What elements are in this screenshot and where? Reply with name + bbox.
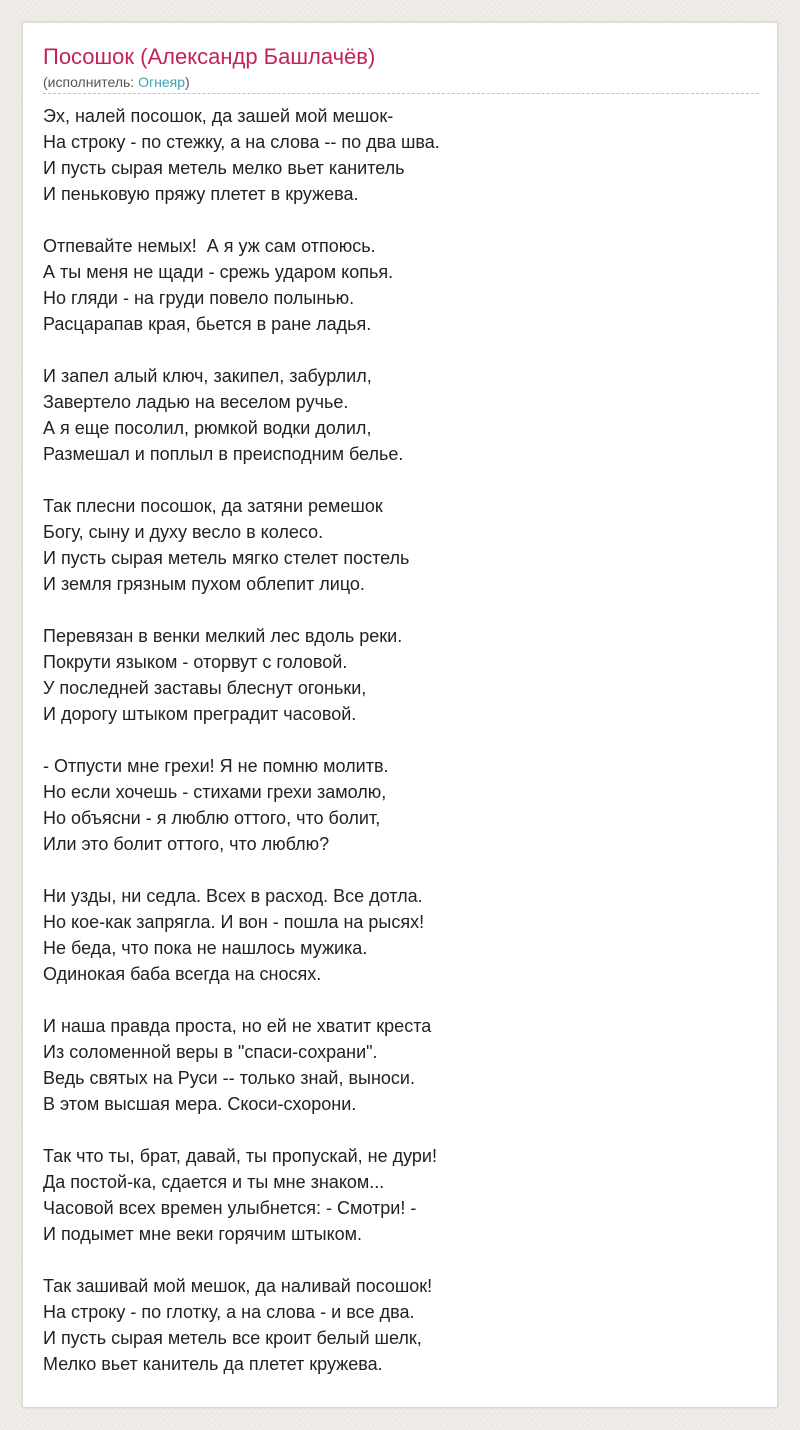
lyric-line: - Отпусти мне грехи! Я не помню молитв. xyxy=(43,756,389,776)
stanza xyxy=(43,1273,759,1377)
lyric-line: Так что ты, брат, давай, ты пропускай, не дури! xyxy=(43,1146,437,1166)
stanza xyxy=(43,493,759,597)
lyric-line: Из соломенной веры в "спаси-сохрани". xyxy=(43,1042,378,1062)
lyric-line: И пусть сырая метель мягко стелет постель xyxy=(43,548,410,568)
lyric-line: Ведь святых на Руси -- только знай, выноси. xyxy=(43,1068,415,1088)
lyric-line: Часовой всех времен улыбнется: - Смотри! - xyxy=(43,1198,417,1218)
lyric-line: И запел алый ключ, закипел, забурлил, xyxy=(43,366,372,386)
stanza xyxy=(43,883,759,987)
stanza xyxy=(43,363,759,467)
lyrics-body xyxy=(43,103,759,1403)
lyric-line: И пеньковую пряжу плетет в кружева. xyxy=(43,184,359,204)
lyric-line: Мелко вьет канитель да плетет кружева. xyxy=(43,1354,383,1374)
stanza xyxy=(43,753,759,857)
lyric-line: И дорогу штыком преградит часовой. xyxy=(43,704,357,724)
lyrics-card xyxy=(22,22,778,1408)
lyric-line: На строку - по глотку, а на слова - и все два. xyxy=(43,1302,415,1322)
lyric-line: Отпевайте немых! А я уж сам отпоюсь. xyxy=(43,236,376,256)
lyric-line: Богу, сыну и духу весло в колесо. xyxy=(43,522,324,542)
lyric-line: Но если хочешь - стихами грехи замолю, xyxy=(43,782,387,802)
lyric-line: В этом высшая мера. Скоси-схорони. xyxy=(43,1094,357,1114)
lyric-line: Эх, налей посошок, да зашей мой мешок- xyxy=(43,106,394,126)
lyric-line: Или это болит оттого, что люблю? xyxy=(43,834,330,854)
lyric-line: Но кое-как запрягла. И вон - пошла на рысях! xyxy=(43,912,425,932)
lyric-line: Так зашивай мой мешок, да наливай посошок! xyxy=(43,1276,433,1296)
lyric-line: И пусть сырая метель все кроит белый шелк, xyxy=(43,1328,422,1348)
lyric-line: И наша правда проста, но ей не хватит креста xyxy=(43,1016,432,1036)
lyric-line: Размешал и поплыл в преисподним белье. xyxy=(43,444,404,464)
lyric-line: Но гляди - на груди повело полынью. xyxy=(43,288,355,308)
stanza xyxy=(43,233,759,337)
lyric-line: Но объясни - я люблю оттого, что болит, xyxy=(43,808,381,828)
lyric-line: А я еще посолил, рюмкой водки долил, xyxy=(43,418,372,438)
title-divider xyxy=(43,93,759,94)
lyric-line: Так плесни посошок, да затяни ремешок xyxy=(43,496,383,516)
performer-line xyxy=(43,73,190,91)
lyric-line: Покрути языком - оторвут с головой. xyxy=(43,652,348,672)
song-title: Посошок (Александр Башлачёв) xyxy=(43,44,376,69)
lyric-line: Расцарапав края, бьется в ране ладья. xyxy=(43,314,372,334)
lyric-line: У последней заставы блеснут огоньки, xyxy=(43,678,367,698)
stanza xyxy=(43,1013,759,1117)
lyric-line: На строку - по стежку, а на слова -- по два шва. xyxy=(43,132,440,152)
lyric-line: И пусть сырая метель мелко вьет канитель xyxy=(43,158,405,178)
performer-close: ) xyxy=(184,74,190,90)
lyric-line: Ни узды, ни седла. Всех в расход. Все дотла. xyxy=(43,886,423,906)
lyric-line: А ты меня не щади - срежь ударом копья. xyxy=(43,262,394,282)
lyric-line: Перевязан в венки мелкий лес вдоль реки. xyxy=(43,626,403,646)
stanza xyxy=(43,103,759,207)
stanza xyxy=(43,1143,759,1247)
lyric-line: И подымет мне веки горячим штыком. xyxy=(43,1224,363,1244)
stanza xyxy=(43,623,759,727)
lyric-line: Да постой-ка, сдается и ты мне знаком... xyxy=(43,1172,385,1192)
lyric-line: И земля грязным пухом облепит лицо. xyxy=(43,574,365,594)
performer-link[interactable]: Огнеяр xyxy=(138,74,185,90)
lyric-line: Завертело ладью на веселом ручье. xyxy=(43,392,349,412)
performer-label: (исполнитель: xyxy=(43,74,139,90)
lyric-line: Одинокая баба всегда на сносях. xyxy=(43,964,322,984)
lyric-line: Не беда, что пока не нашлось мужика. xyxy=(43,938,368,958)
